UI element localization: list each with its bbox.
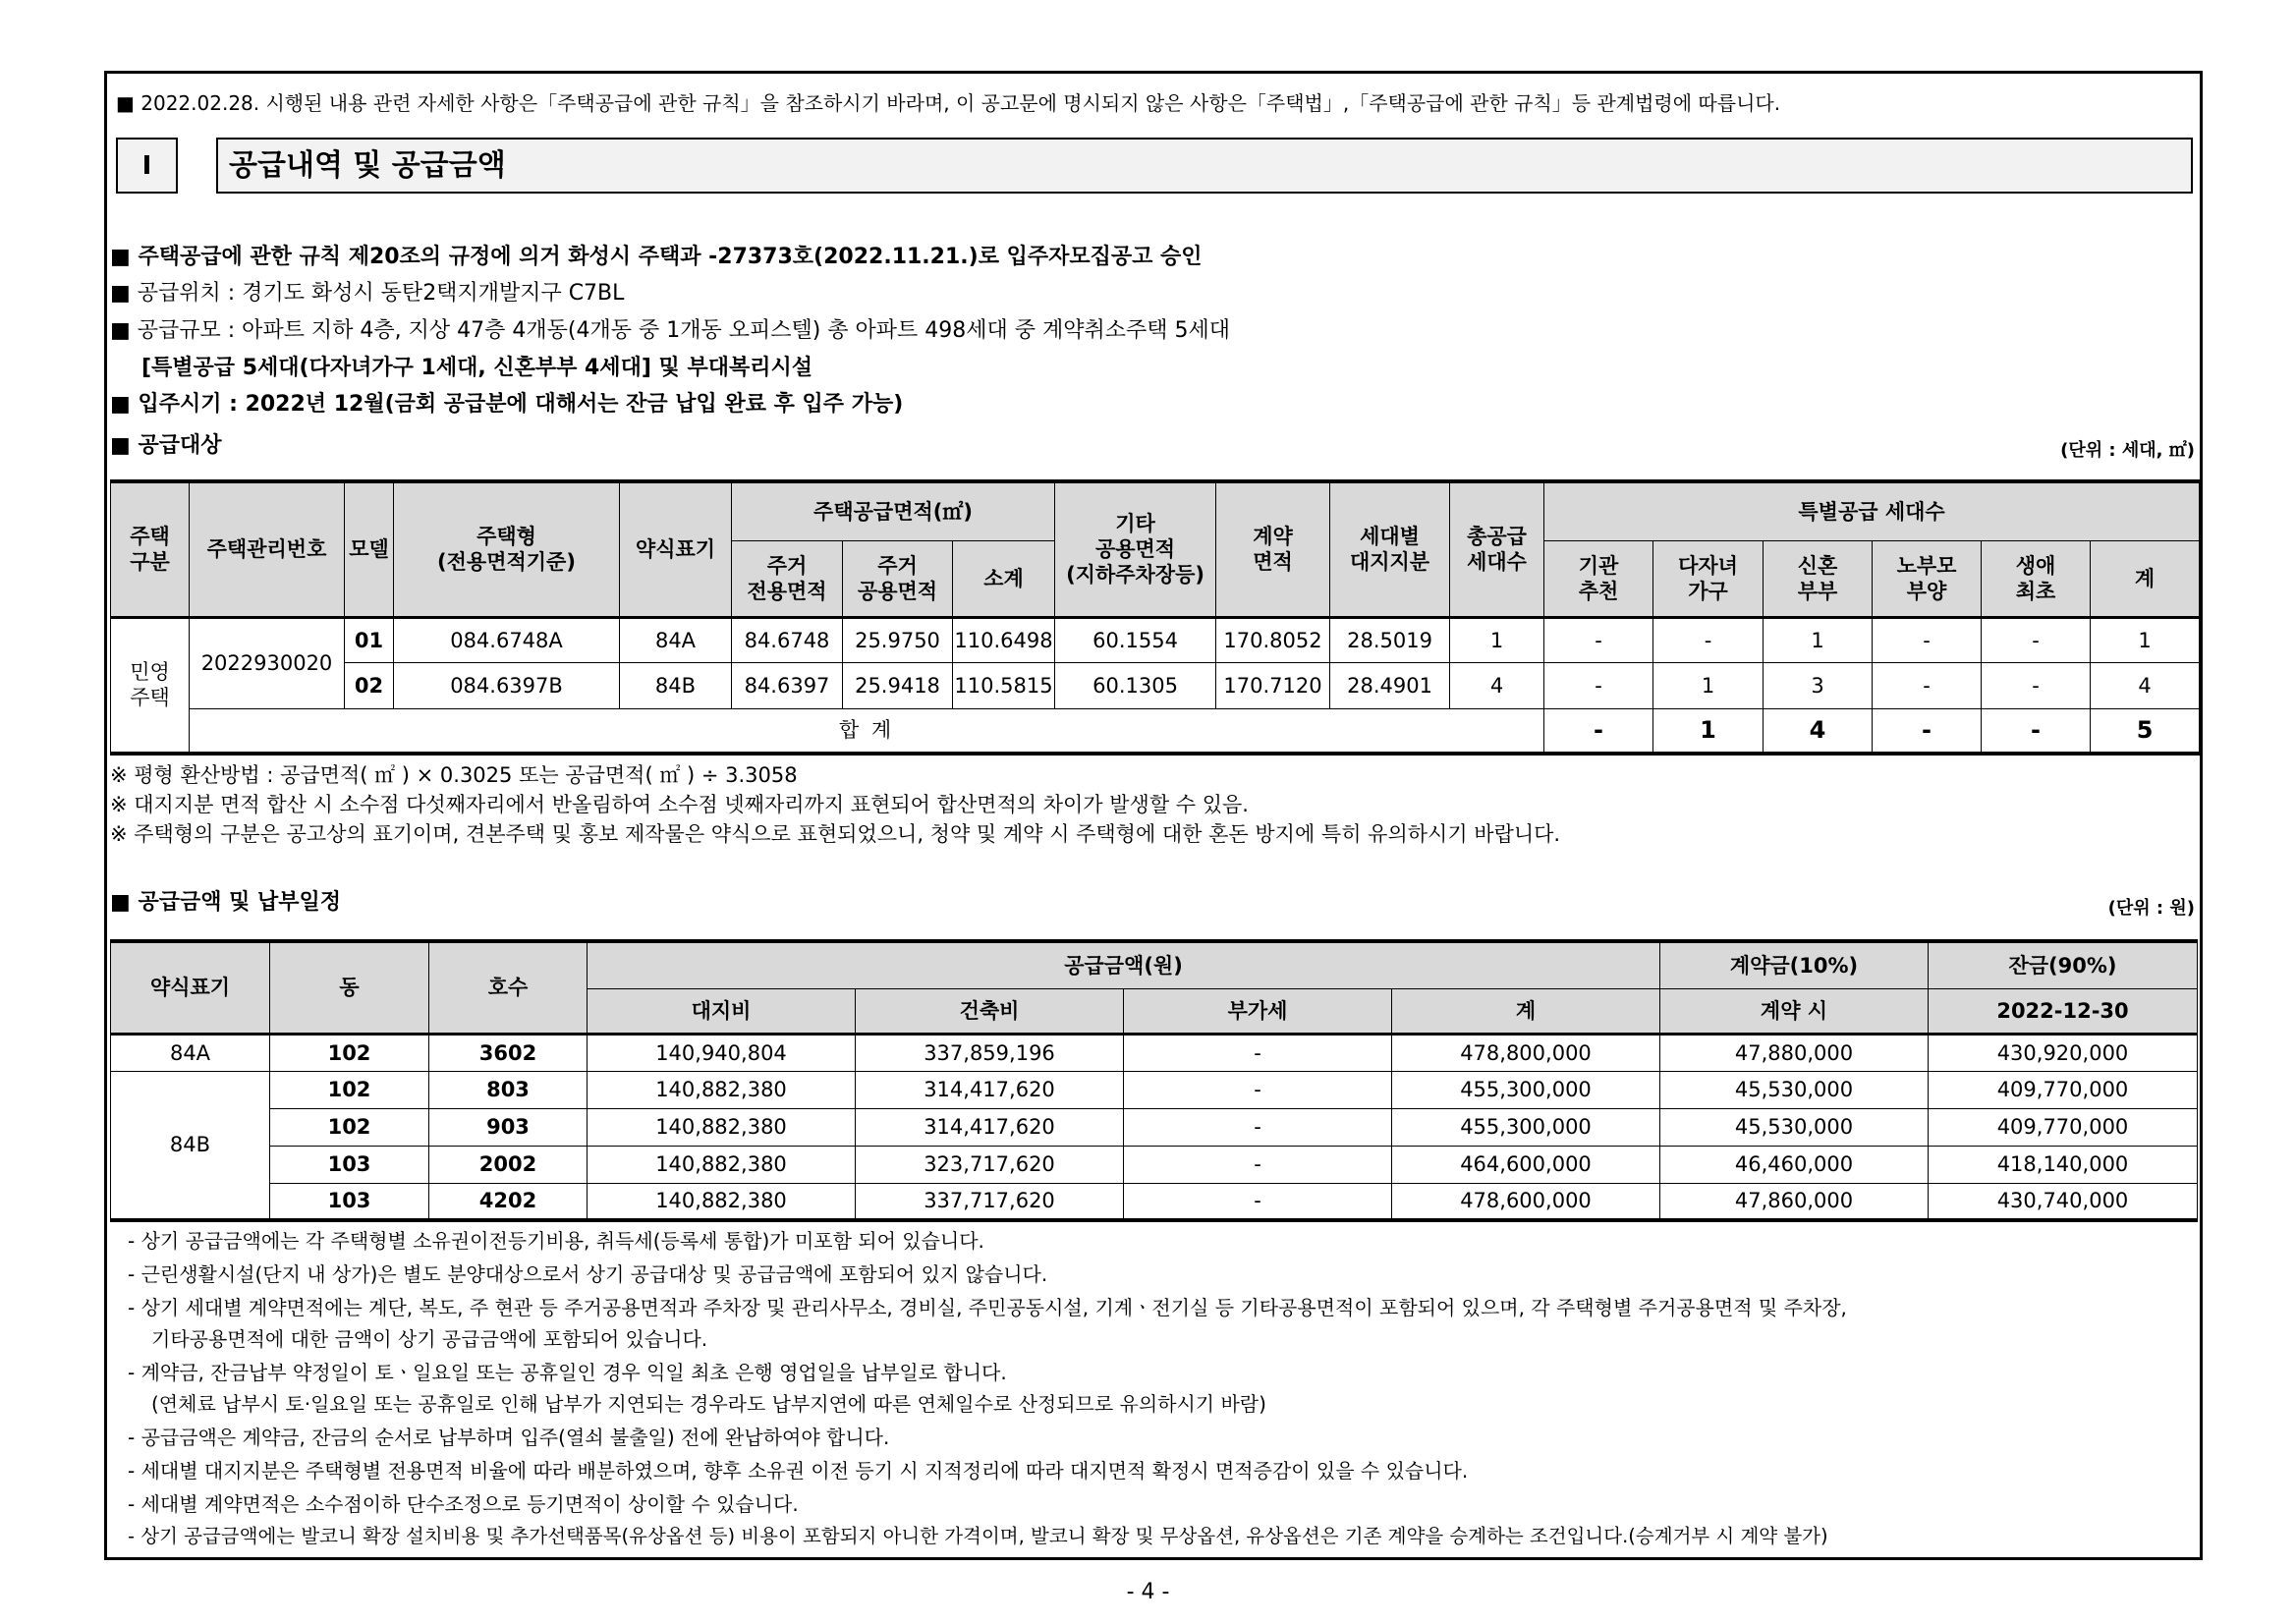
th-balance-date: 2022-12-30 bbox=[1929, 988, 2198, 1034]
intro-text: ■ 2022.02.28. 시행된 내용 관련 자세한 사항은「주택공급에 관한 규칙」을 참조하시기 바라며, 이 공고문에 명시되지 않은 사항은「주택법」,「주택공급에 관한 규칙」등 관계법령에 따릅니다. bbox=[116, 91, 1781, 115]
cell-elderly-parent: - bbox=[1873, 662, 1982, 708]
th-short-name: 약식표기 bbox=[111, 941, 270, 1034]
supply-heading: ■ 공급대상 bbox=[110, 433, 222, 458]
cell-contract-area: 170.8052 bbox=[1216, 617, 1330, 662]
cell-vat: - bbox=[1124, 1108, 1392, 1146]
price-unit: (단위 : 원) bbox=[2107, 898, 2195, 919]
price-note: - 상기 공급금액에는 발코니 확장 설치비용 및 추가선택품목(유상옵션 등) 비용이 포함되지 아니한 가격이며, 발코니 확장 및 무상옵션, 유상옵션은 기존 계약을 승계하는 조건입니다.(승계거부 시 계약 불가) bbox=[128, 1525, 1828, 1547]
th-institution: 기관 추천 bbox=[1544, 540, 1653, 617]
supply-note: ※ 주택형의 구분은 공고상의 표기이며, 견본주택 및 홍보 제작물은 약식으로 표현되었으니, 청약 및 계약 시 주택형에 대한 혼돈 방지에 특히 유의하시기 바랍니다. bbox=[110, 822, 1561, 846]
th-short-name: 약식표기 bbox=[620, 481, 732, 617]
cell-multi-child: 1 bbox=[1653, 662, 1764, 708]
price-table bbox=[110, 939, 2198, 1222]
th-exclusive-area: 주거 전용면적 bbox=[732, 540, 843, 617]
cell-first-time: - bbox=[1982, 617, 2091, 662]
price-heading: ■ 공급금액 및 납부일정 bbox=[110, 890, 342, 915]
cell-dong: 102 bbox=[270, 1034, 429, 1071]
th-total: 계 bbox=[1392, 988, 1660, 1034]
price-note: (연체료 납부시 토·일요일 또는 공휴일로 인해 납부가 지연되는 경우라도 납부지연에 따른 연체일수로 산정되므로 유의하시기 바람) bbox=[151, 1392, 1266, 1416]
th-contract-area: 계약 면적 bbox=[1216, 481, 1330, 617]
cell-house-type: 민영 주택 bbox=[111, 617, 190, 754]
sum-newlywed: 4 bbox=[1764, 708, 1873, 754]
th-vat: 부가세 bbox=[1124, 988, 1392, 1034]
price-note: - 계약금, 잔금납부 약정일이 토ㆍ일요일 또는 공휴일인 경우 익일 최초 은행 영업일을 납부일로 합니다. bbox=[128, 1361, 1007, 1384]
th-land-share: 세대별 대지지분 bbox=[1330, 481, 1450, 617]
cell-balance: 430,920,000 bbox=[1929, 1034, 2198, 1071]
cell-land-cost: 140,940,804 bbox=[588, 1034, 856, 1071]
cell-special-total: 1 bbox=[2091, 617, 2200, 662]
move-in-line: ■ 입주시기 : 2022년 12월(금회 공급분에 대해서는 잔금 납입 완료 후 입주 가능) bbox=[110, 392, 904, 417]
cell-unit-no: 903 bbox=[429, 1108, 588, 1146]
cell-subtotal: 110.5815 bbox=[953, 662, 1055, 708]
th-subtotal: 소계 bbox=[953, 540, 1055, 617]
th-mgmt-no: 주택관리번호 bbox=[190, 481, 345, 617]
cell-balance: 430,740,000 bbox=[1929, 1183, 2198, 1220]
cell-building-cost: 314,417,620 bbox=[856, 1071, 1124, 1108]
th-unit-no: 호수 bbox=[429, 941, 588, 1034]
cell-exclusive-area: 84.6397 bbox=[732, 662, 843, 708]
supply-unit: (단위 : 세대, ㎡) bbox=[2060, 440, 2195, 461]
cell-model: 02 bbox=[345, 662, 394, 708]
cell-balance: 418,140,000 bbox=[1929, 1146, 2198, 1183]
cell-dong: 102 bbox=[270, 1071, 429, 1108]
cell-building-cost: 337,859,196 bbox=[856, 1034, 1124, 1071]
cell-exclusive-area: 84.6748 bbox=[732, 617, 843, 662]
price-note: - 상기 공급금액에는 각 주택형별 소유권이전등기비용, 취득세(등록세 통합)가 미포함 되어 있습니다. bbox=[128, 1229, 984, 1253]
cell-dong: 103 bbox=[270, 1146, 429, 1183]
cell-mgmt-no: 2022930020 bbox=[190, 617, 345, 708]
sum-multi-child: 1 bbox=[1653, 708, 1764, 754]
supply-table bbox=[110, 479, 2200, 756]
cell-common-area: 25.9750 bbox=[843, 617, 953, 662]
cell-newlywed: 1 bbox=[1764, 617, 1873, 662]
price-note: - 상기 세대별 계약면적에는 계단, 복도, 주 현관 등 주거공용면적과 주차장 및 관리사무소, 경비실, 주민공동시설, 기계ㆍ전기실 등 기타공용면적이 포함되어 있으며, 각 주택형별 주거공용면적 및 주차장, bbox=[128, 1296, 1847, 1319]
cell-contract-area: 170.7120 bbox=[1216, 662, 1330, 708]
cell-total: 455,300,000 bbox=[1392, 1071, 1660, 1108]
th-supply-area: 주택공급면적(㎡) bbox=[732, 481, 1055, 540]
cell-total: 478,800,000 bbox=[1392, 1034, 1660, 1071]
cell-model: 01 bbox=[345, 617, 394, 662]
price-note: - 근린생활시설(단지 내 상가)은 별도 분양대상으로서 상기 공급대상 및 공급금액에 포함되어 있지 않습니다. bbox=[128, 1262, 1048, 1286]
cell-short-name: 84B bbox=[620, 662, 732, 708]
sum-elderly-parent: - bbox=[1873, 708, 1982, 754]
cell-deposit: 47,860,000 bbox=[1660, 1183, 1929, 1220]
th-newlywed: 신혼 부부 bbox=[1764, 540, 1873, 617]
th-dong: 동 bbox=[270, 941, 429, 1034]
cell-housing-type: 084.6397B bbox=[394, 662, 620, 708]
cell-unit-no: 2002 bbox=[429, 1146, 588, 1183]
cell-land-cost: 140,882,380 bbox=[588, 1071, 856, 1108]
cell-other-common: 60.1554 bbox=[1055, 617, 1216, 662]
cell-subtotal: 110.6498 bbox=[953, 617, 1055, 662]
cell-short-name: 84A bbox=[620, 617, 732, 662]
th-total-units: 총공급 세대수 bbox=[1450, 481, 1544, 617]
th-elderly-parent: 노부모 부양 bbox=[1873, 540, 1982, 617]
approval-line: ■ 주택공급에 관한 규칙 제20조의 규정에 의거 화성시 주택과 -27373호(2022.11.21.)로 입주자모집공고 승인 bbox=[110, 245, 1203, 269]
cell-elderly-parent: - bbox=[1873, 617, 1982, 662]
supply-note: ※ 평형 환산방법 : 공급면적( ㎡ ) × 0.3025 또는 공급면적( ㎡ ) ÷ 3.3058 bbox=[110, 763, 798, 787]
th-common-area: 주거 공용면적 bbox=[843, 540, 953, 617]
cell-special-total: 4 bbox=[2091, 662, 2200, 708]
th-house-type: 주택 구분 bbox=[111, 481, 190, 617]
sum-institution: - bbox=[1544, 708, 1653, 754]
scale-line: ■ 공급규모 : 아파트 지하 4층, 지상 47층 4개동(4개동 중 1개동 오피스텔) 총 아파트 498세대 중 계약취소주택 5세대 bbox=[110, 318, 1231, 343]
cell-unit-no: 4202 bbox=[429, 1183, 588, 1220]
location-line: ■ 공급위치 : 경기도 화성시 동탄2택지개발지구 C7BL bbox=[110, 281, 625, 306]
cell-balance: 409,770,000 bbox=[1929, 1108, 2198, 1146]
sum-first-time: - bbox=[1982, 708, 2091, 754]
sum-special-total: 5 bbox=[2091, 708, 2200, 754]
supply-note: ※ 대지지분 면적 합산 시 소수점 다섯째자리에서 반올림하여 소수점 넷째자리까지 표현되어 합산면적의 차이가 발생할 수 있음. bbox=[110, 793, 1249, 816]
th-supply-amount: 공급금액(원) bbox=[588, 941, 1660, 988]
th-first-time: 생애 최초 bbox=[1982, 540, 2091, 617]
cell-vat: - bbox=[1124, 1034, 1392, 1071]
th-deposit: 계약금(10%) bbox=[1660, 941, 1929, 988]
section-number: I bbox=[141, 151, 152, 181]
cell-other-common: 60.1305 bbox=[1055, 662, 1216, 708]
cell-institution: - bbox=[1544, 617, 1653, 662]
cell-deposit: 45,530,000 bbox=[1660, 1108, 1929, 1146]
th-special-units: 특별공급 세대수 bbox=[1544, 481, 2200, 540]
cell-short-name: 84A bbox=[111, 1034, 270, 1071]
th-building-cost: 건축비 bbox=[856, 988, 1124, 1034]
cell-housing-type: 084.6748A bbox=[394, 617, 620, 662]
cell-dong: 102 bbox=[270, 1108, 429, 1146]
th-land-cost: 대지비 bbox=[588, 988, 856, 1034]
th-other-common: 기타 공용면적 (지하주차장등) bbox=[1055, 481, 1216, 617]
cell-building-cost: 323,717,620 bbox=[856, 1146, 1124, 1183]
price-note: 기타공용면적에 대한 금액이 상기 공급금액에 포함되어 있습니다. bbox=[151, 1327, 708, 1351]
price-note: - 세대별 대지지분은 주택형별 전용면적 비율에 따라 배분하였으며, 향후 소유권 이전 등기 시 지적정리에 따라 대지면적 확정시 면적증감이 있을 수 있습니다. bbox=[128, 1459, 1469, 1483]
cell-building-cost: 337,717,620 bbox=[856, 1183, 1124, 1220]
sum-label: 합 계 bbox=[190, 708, 1544, 754]
cell-newlywed: 3 bbox=[1764, 662, 1873, 708]
cell-total: 464,600,000 bbox=[1392, 1146, 1660, 1183]
cell-land-cost: 140,882,380 bbox=[588, 1146, 856, 1183]
th-multi-child: 다자녀 가구 bbox=[1653, 540, 1764, 617]
cell-short-name: 84B bbox=[111, 1071, 270, 1220]
cell-total-units: 4 bbox=[1450, 662, 1544, 708]
th-deposit-when: 계약 시 bbox=[1660, 988, 1929, 1034]
price-note: - 세대별 계약면적은 소수점이하 단수조정으로 등기면적이 상이할 수 있습니다. bbox=[128, 1492, 799, 1516]
section-title: 공급내역 및 공급금액 bbox=[229, 148, 506, 183]
cell-deposit: 46,460,000 bbox=[1660, 1146, 1929, 1183]
cell-deposit: 45,530,000 bbox=[1660, 1071, 1929, 1108]
th-balance: 잔금(90%) bbox=[1929, 941, 2198, 988]
cell-multi-child: - bbox=[1653, 617, 1764, 662]
th-special-total: 계 bbox=[2091, 540, 2200, 617]
cell-institution: - bbox=[1544, 662, 1653, 708]
cell-total-units: 1 bbox=[1450, 617, 1544, 662]
cell-land-share: 28.4901 bbox=[1330, 662, 1450, 708]
cell-unit-no: 3602 bbox=[429, 1034, 588, 1071]
price-note: - 공급금액은 계약금, 잔금의 순서로 납부하며 입주(열쇠 불출일) 전에 완납하여야 합니다. bbox=[128, 1426, 890, 1449]
cell-vat: - bbox=[1124, 1183, 1392, 1220]
cell-dong: 103 bbox=[270, 1183, 429, 1220]
cell-deposit: 47,880,000 bbox=[1660, 1034, 1929, 1071]
section-title-box bbox=[216, 138, 2193, 194]
cell-land-share: 28.5019 bbox=[1330, 617, 1450, 662]
th-model: 모델 bbox=[345, 481, 394, 617]
cell-unit-no: 803 bbox=[429, 1071, 588, 1108]
page-number: - 4 - bbox=[1126, 1580, 1170, 1604]
cell-total: 478,600,000 bbox=[1392, 1183, 1660, 1220]
cell-total: 455,300,000 bbox=[1392, 1108, 1660, 1146]
cell-balance: 409,770,000 bbox=[1929, 1071, 2198, 1108]
th-housing-type: 주택형 (전용면적기준) bbox=[394, 481, 620, 617]
cell-vat: - bbox=[1124, 1071, 1392, 1108]
cell-first-time: - bbox=[1982, 662, 2091, 708]
special-supply-line: [특별공급 5세대(다자녀가구 1세대, 신혼부부 4세대] 및 부대복리시설 bbox=[141, 356, 812, 380]
cell-common-area: 25.9418 bbox=[843, 662, 953, 708]
cell-land-cost: 140,882,380 bbox=[588, 1183, 856, 1220]
cell-land-cost: 140,882,380 bbox=[588, 1108, 856, 1146]
cell-building-cost: 314,417,620 bbox=[856, 1108, 1124, 1146]
cell-vat: - bbox=[1124, 1146, 1392, 1183]
